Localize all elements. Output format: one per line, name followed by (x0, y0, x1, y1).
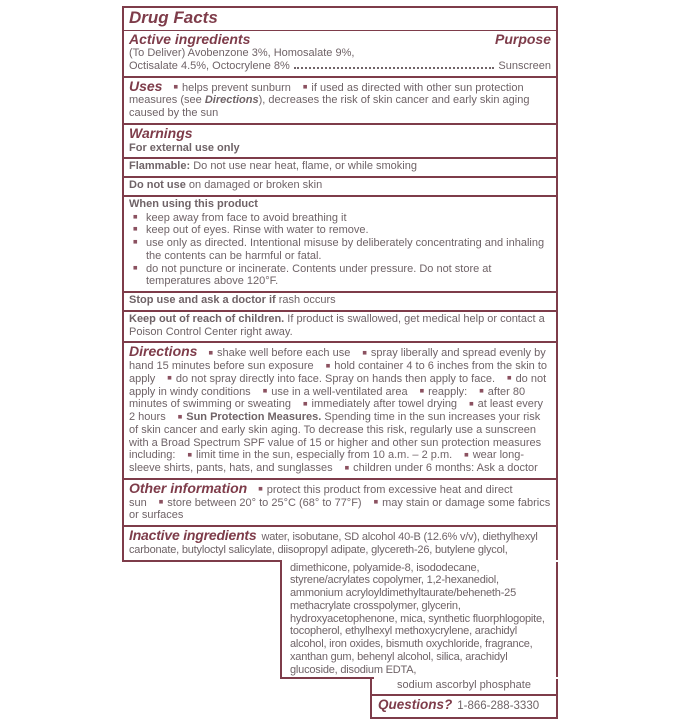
title-row (124, 8, 556, 30)
purpose-value: Sunscreen (498, 59, 551, 72)
warning-bullet-item (129, 224, 551, 237)
square-bullet-icon: ■ (177, 411, 183, 421)
uses-heading: Uses (129, 77, 163, 94)
square-bullet-icon: ■ (362, 347, 367, 357)
active-ingredients-names: Octisalate 4.5%, Octocrylene 8% (129, 59, 290, 72)
directions-heading: Directions (129, 343, 198, 360)
square-bullet-icon: ■ (344, 462, 350, 472)
page-title: Drug Facts (129, 8, 218, 27)
stop-use-text: rash occurs (275, 294, 336, 307)
warning-bullet-item (129, 212, 551, 225)
square-bullet-icon: ■ (373, 497, 379, 507)
warnings-heading: Warnings (129, 124, 193, 141)
square-bullet-icon: ■ (158, 497, 164, 507)
inactive-ingredients-wide-text: water, isobutane, SD alcohol 40-B (12.6% v/v), diethylhexyl carbonate, butyloctyl salicylate, diisopropyl adipate, glycereth-26, butylene glycol, (129, 531, 538, 556)
other-information-text: ■ protect this product from excessive heat and direct sun ■ store between 20° to 25°C (68° to 77°F) ■ may stain or damage some fabrics or surfaces (129, 483, 551, 522)
keep-out-text: If product is swallowed, get medical help or contact a Poison Control Center right away. (129, 312, 545, 338)
square-bullet-icon: ■ (133, 237, 138, 247)
square-bullet-icon: ■ (303, 398, 308, 408)
warning-bullet-text: do not puncture or incinerate. Contents under pressure. Do not store at temperatures above 120°F. (146, 262, 492, 288)
stop-use-bold: Stop use and ask a doctor if (129, 294, 276, 307)
flammable-bold: Flammable: (129, 160, 191, 173)
warning-bullet-text: keep away from face to avoid breathing it (146, 211, 347, 224)
square-bullet-icon: ■ (469, 398, 474, 408)
warning-bullet-text: use only as directed. Intentional misuse by deliberately concentrating and inhaling the contents can be harmful or fatal. (146, 237, 545, 262)
when-using-heading: When using this product (129, 197, 258, 210)
warning-bullet-item (129, 263, 551, 289)
active-ingredients-heading: Active ingredients (129, 30, 251, 47)
inactive-step-border-left-2 (280, 677, 374, 679)
do-not-use-bold: Do not use (129, 179, 186, 192)
warning-bullet-item (129, 237, 551, 263)
inactive-ingredients-bottom-box (370, 679, 558, 718)
do-not-use-text: on damaged or broken skin (185, 179, 323, 192)
square-bullet-icon: ■ (133, 262, 138, 272)
square-bullet-icon: ■ (479, 386, 484, 396)
when-using-row (124, 195, 556, 291)
active-ingredients-line1: (To Deliver) Avobenzone 3%, Homosalate 9%, (129, 47, 355, 60)
inactive-ingredients-narrow-text: dimethicone, polyamide-8, isododecane, styrene/acrylates copolymer, 1,2-hexanediol, ammonium acryloyldimethyltaurate/beheneth-25 methacrylate crosspolymer, glycerin, hydroxyacetophenone, mica, synthetic fluorphlogopite, tocopherol, ethylhexyl methoxycrylene, arachidyl alcohol, iron oxides, bismuth oxychloride, fragrance, xanthan gum, behenyl alcohol, silica, arachidyl glucoside, disodium EDTA, (290, 561, 545, 676)
drug-facts-main-box (122, 6, 558, 560)
keep-out-bold: Keep out of reach of children. (129, 312, 285, 325)
square-bullet-icon: ■ (133, 224, 138, 234)
square-bullet-icon: ■ (167, 373, 172, 383)
square-bullet-icon: ■ (302, 82, 308, 92)
uses-text: ■ helps prevent sunburn ■ if used as directed with other sun protection measures (see Directions), decreases the risk of skin cancer and early skin aging caused by the sun (129, 81, 530, 120)
directions-text: ■ shake well before each use ■ spray liberally and spread evenly by hand 15 minutes before sun exposure ■ hold container 4 to 6 inches from the skin to apply ■ do not spray directly into face. Spray on hands then apply to face. ■ do not apply in windy conditions ■ use in a well-ventilated area ■ reapply: ■ after 80 minutes of swimming or sweating ■ immediately after towel drying ■ at least every 2 hours ■ Sun Protection Measures. Spending time in the sun increases your risk of skin cancer and early skin aging. To decrease this risk, regularly use a sunscreen with a Broad Spectrum SPF value of 15 or higher and other sun protection measures including: ■ limit time in the sun, especially from 10 a.m. – 2 p.m. ■ wear long-sleeve shirts, pants, hats, and sunglasses ■ children under 6 months: Ask a doctor (129, 347, 548, 475)
inactive-step-border-left (122, 560, 282, 562)
square-bullet-icon: ■ (173, 82, 178, 92)
purpose-heading: Purpose (494, 30, 551, 47)
inactive-ingredients-section (124, 525, 556, 560)
square-bullet-icon: ■ (325, 360, 331, 370)
questions-box (372, 694, 556, 718)
warnings-section-header (124, 123, 556, 158)
square-bullet-icon: ■ (507, 373, 512, 383)
square-bullet-icon: ■ (133, 211, 138, 221)
square-bullet-icon: ■ (262, 386, 268, 396)
external-use-statement: For external use only (129, 141, 240, 154)
flammable-row (124, 157, 556, 176)
square-bullet-icon: ■ (464, 449, 469, 459)
active-ingredients-header (129, 32, 551, 47)
warnings-bullet-list (129, 212, 551, 289)
questions-heading: Questions? (378, 697, 453, 713)
square-bullet-icon: ■ (187, 449, 193, 459)
keep-out-row (124, 310, 556, 342)
do-not-use-row (124, 176, 556, 195)
directions-section (124, 341, 556, 478)
square-bullet-icon: ■ (208, 347, 213, 357)
stop-use-row (124, 291, 556, 310)
active-ingredients-section (124, 30, 556, 76)
square-bullet-icon: ■ (258, 484, 263, 494)
flammable-text: Do not use near heat, flame, or while smoking (190, 160, 417, 173)
uses-section (124, 76, 556, 123)
inactive-ingredients-narrow-box (280, 562, 558, 678)
other-information-heading: Other information (129, 479, 248, 496)
active-ingredients-line2 (129, 60, 551, 73)
drug-facts-label (122, 6, 558, 719)
other-information-section (124, 478, 556, 525)
warning-bullet-text: keep out of eyes. Rinse with water to remove. (146, 224, 369, 237)
square-bullet-icon: ■ (419, 386, 425, 396)
dotted-leader (294, 67, 495, 69)
inactive-ingredients-heading: Inactive ingredients (129, 527, 257, 544)
questions-phone-number: 1-866-288-3330 (457, 700, 540, 713)
inactive-ingredients-last-line: sodium ascorbyl phosphate (397, 679, 531, 692)
